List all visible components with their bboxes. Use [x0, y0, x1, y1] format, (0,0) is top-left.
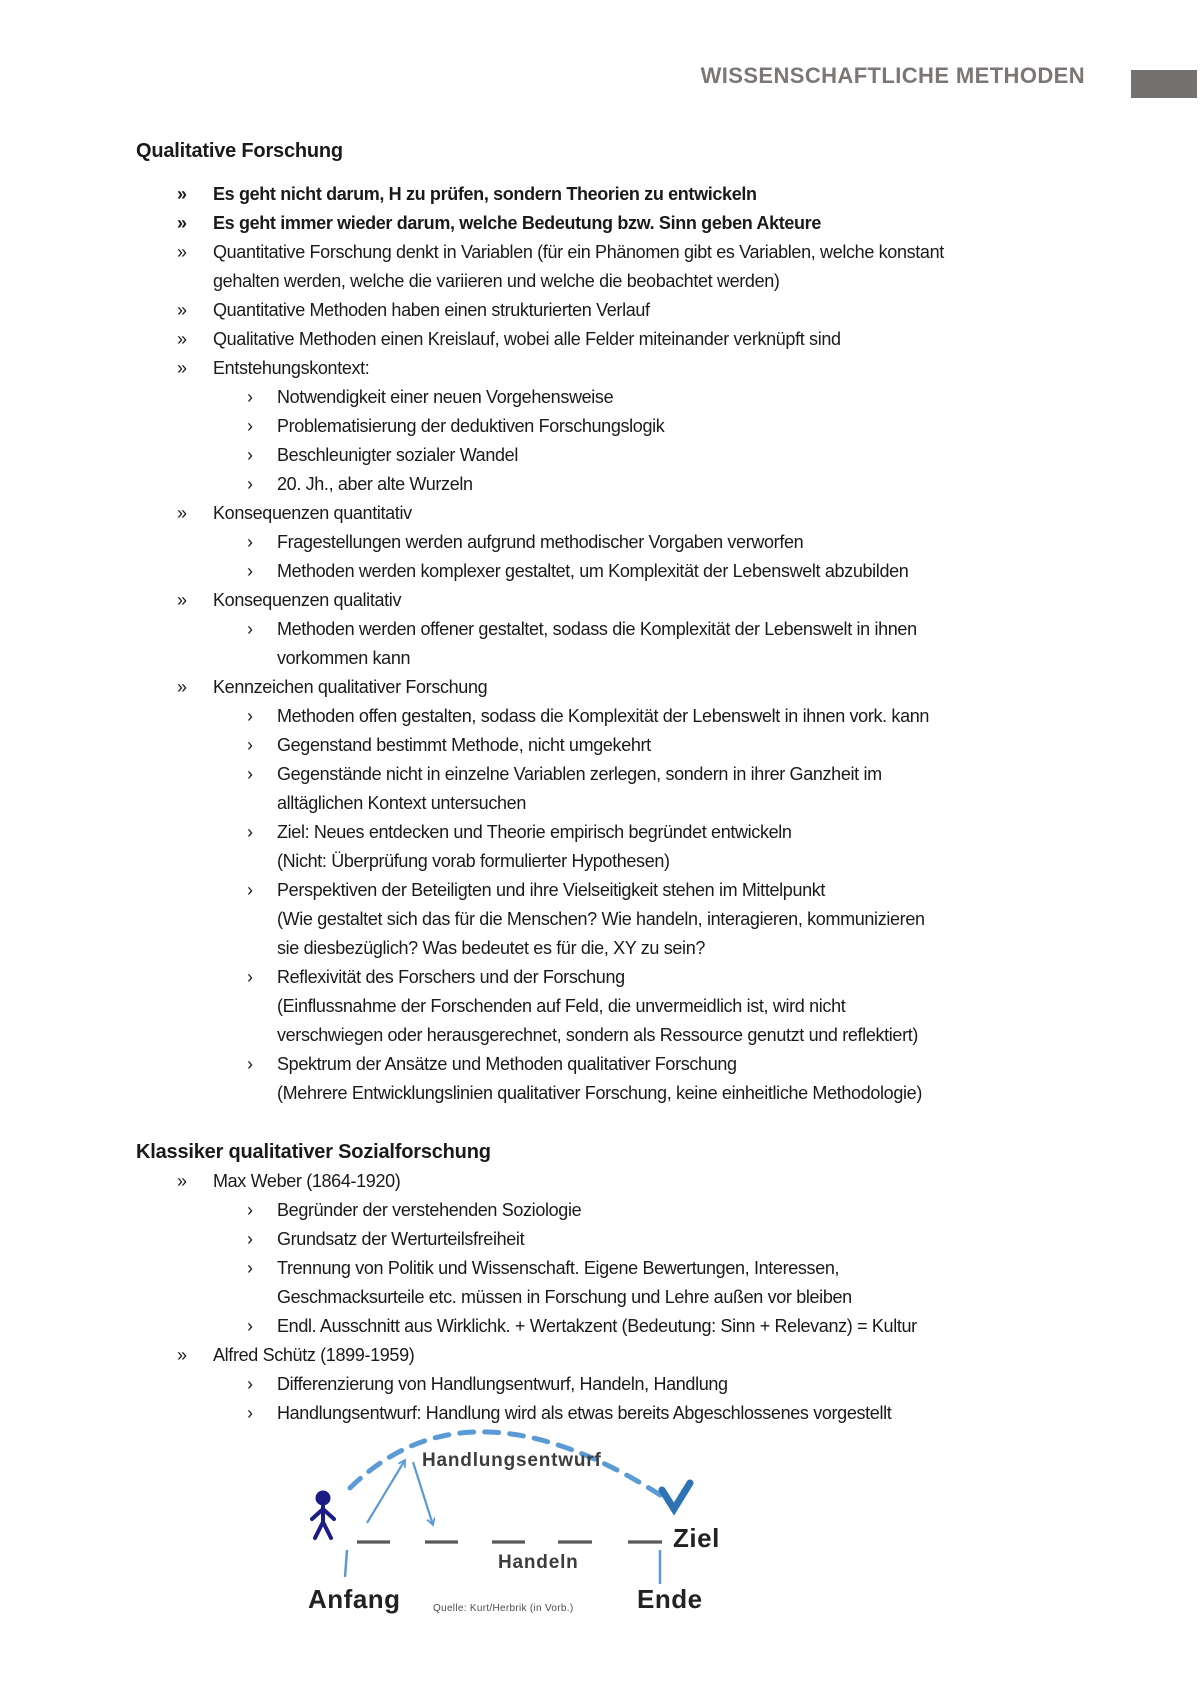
notes-content [136, 137, 1156, 1428]
list-item-text: Methoden werden offener gestaltet, sodass die Komplexität der Lebenswelt in ihnen [277, 619, 917, 639]
list-item-line [136, 296, 1156, 325]
page-header-title: WISSENSCHAFTLICHE METHODEN [700, 63, 1085, 88]
list-item-line [136, 383, 1156, 412]
list-item-text: Ziel: Neues entdecken und Theorie empirisch begründet entwickeln [277, 822, 792, 842]
list-item-text: Geschmacksurteile etc. müssen in Forschung und Lehre außen vor bleiben [277, 1287, 852, 1307]
bullet-marker: » [177, 358, 187, 378]
label-ziel: Ziel [673, 1523, 720, 1553]
list-item-text: Quantitative Forschung denkt in Variablen (für ein Phänomen gibt es Variablen, welche konstant [213, 242, 944, 262]
list-item-text: Handlungsentwurf: Handlung wird als etwas bereits Abgeschlossenes vorgestellt [277, 1403, 892, 1423]
list-item-line [136, 441, 1156, 470]
list-item-line [136, 847, 1156, 876]
bullet-marker: » [177, 503, 187, 523]
bullet-marker: » [177, 184, 187, 204]
list-item-line [136, 760, 1156, 789]
list-item-line [136, 1167, 1156, 1196]
list-item-line [136, 876, 1156, 905]
bullet-marker: › [247, 474, 253, 494]
bullet-marker: › [247, 1200, 253, 1220]
list-item-line [136, 615, 1156, 644]
list-item-line [136, 1225, 1156, 1254]
header-accent-bar [1131, 70, 1197, 98]
list-item-text: Begründer der verstehenden Soziologie [277, 1200, 582, 1220]
stick-figure-icon [312, 1491, 334, 1539]
list-item-text: Gegenstände nicht in einzelne Variablen zerlegen, sondern in ihrer Ganzheit im [277, 764, 882, 784]
diagram-source-caption: Quelle: Kurt/Herbrik (in Vorb.) [433, 1603, 574, 1614]
list-item-line [136, 1021, 1156, 1050]
list-item-line [136, 267, 1156, 296]
bullet-marker: › [247, 561, 253, 581]
thin-arrow-down [413, 1462, 433, 1525]
list-item-line [136, 1254, 1156, 1283]
bullet-marker: › [247, 1054, 253, 1074]
list-item-line [136, 934, 1156, 963]
list-item-line [136, 644, 1156, 673]
bullet-marker: › [247, 735, 253, 755]
list-item-line [136, 354, 1156, 383]
list-item-line [136, 702, 1156, 731]
bullet-marker: › [247, 880, 253, 900]
section-heading: Qualitative Forschung [136, 140, 343, 162]
list-item-text: (Wie gestaltet sich das für die Menschen? Wie handeln, interagieren, kommunizieren [277, 909, 925, 929]
list-item-line [136, 586, 1156, 615]
bullet-marker: › [247, 387, 253, 407]
list-item-text: alltäglichen Kontext untersuchen [277, 793, 526, 813]
list-item-line [136, 992, 1156, 1021]
list-item-text: Gegenstand bestimmt Methode, nicht umgekehrt [277, 735, 651, 755]
anfang-tick-line [345, 1550, 347, 1577]
bullet-marker: › [247, 1403, 253, 1423]
list-item-text: sie diesbezüglich? Was bedeutet es für die, XY zu sein? [277, 938, 706, 958]
list-item-text: vorkommen kann [277, 648, 411, 668]
bullet-marker: » [177, 213, 187, 233]
list-item-text: Endl. Ausschnitt aus Wirklichk. + Wertakzent (Bedeutung: Sinn + Relevanz) = Kultur [277, 1316, 917, 1336]
list-item-text: Grundsatz der Werturteilsfreiheit [277, 1229, 525, 1249]
list-item-text: Methoden offen gestalten, sodass die Komplexität der Lebenswelt in ihnen vork. kann [277, 706, 930, 726]
bullet-marker: » [177, 242, 187, 262]
label-handlungsentwurf: Handlungsentwurf [422, 1450, 602, 1471]
list-item-line [136, 731, 1156, 760]
list-item-line [136, 528, 1156, 557]
bullet-marker: » [177, 1345, 187, 1365]
list-item-line [136, 818, 1156, 847]
label-anfang: Anfang [308, 1584, 401, 1614]
bullet-marker: › [247, 1229, 253, 1249]
bullet-marker: » [177, 1171, 187, 1191]
list-item-line [136, 1283, 1156, 1312]
label-ende: Ende [637, 1584, 703, 1614]
list-item-line [136, 1050, 1156, 1079]
list-item-text: Alfred Schütz (1899-1959) [213, 1345, 415, 1365]
list-item-line [136, 1370, 1156, 1399]
list-item-line [136, 1341, 1156, 1370]
list-item-line [136, 209, 1156, 238]
list-item-text: Reflexivität des Forschers und der Forschung [277, 967, 625, 987]
list-item-text: Es geht immer wieder darum, welche Bedeutung bzw. Sinn geben Akteure [213, 213, 821, 233]
bullet-marker: › [247, 1258, 253, 1278]
list-item-text: Spektrum der Ansätze und Methoden qualitativer Forschung [277, 1054, 737, 1074]
list-item-text: (Mehrere Entwicklungslinien qualitativer Forschung, keine einheitliche Methodologie) [277, 1083, 922, 1103]
action-scheme-diagram [270, 1412, 740, 1622]
list-item-line [136, 470, 1156, 499]
list-item-text: Methoden werden komplexer gestaltet, um Komplexität der Lebenswelt abzubilden [277, 561, 909, 581]
list-item-text: Beschleunigter sozialer Wandel [277, 445, 518, 465]
list-item-text: Perspektiven der Beteiligten und ihre Vielseitigkeit stehen im Mittelpunkt [277, 880, 826, 900]
bullet-marker: › [247, 445, 253, 465]
list-item-text: Problematisierung der deduktiven Forschungslogik [277, 416, 665, 436]
list-item-text: Trennung von Politik und Wissenschaft. Eigene Bewertungen, Interessen, [277, 1258, 840, 1278]
list-item-text: 20. Jh., aber alte Wurzeln [277, 474, 473, 494]
list-item-line [136, 238, 1156, 267]
bullet-marker: » [177, 590, 187, 610]
list-item-text: Notwendigkeit einer neuen Vorgehensweise [277, 387, 614, 407]
list-item-line [136, 1312, 1156, 1341]
list-item-line [136, 905, 1156, 934]
bullet-marker: › [247, 1374, 253, 1394]
label-handeln: Handeln [498, 1552, 579, 1573]
list-item-text: Differenzierung von Handlungsentwurf, Handeln, Handlung [277, 1374, 728, 1394]
section-heading: Klassiker qualitativer Sozialforschung [136, 1141, 491, 1163]
bullet-marker: › [247, 764, 253, 784]
list-item-text: verschwiegen oder herausgerechnet, sondern als Ressource genutzt und reflektiert) [277, 1025, 919, 1045]
list-item-line [136, 789, 1156, 818]
list-item-text: Qualitative Methoden einen Kreislauf, wobei alle Felder miteinander verknüpft sind [213, 329, 841, 349]
bullet-marker: » [177, 300, 187, 320]
section-items [136, 1167, 1156, 1428]
bullet-marker: › [247, 532, 253, 552]
bullet-marker: › [247, 1316, 253, 1336]
list-item-text: Fragestellungen werden aufgrund methodischer Vorgaben verworfen [277, 532, 804, 552]
list-item-line [136, 963, 1156, 992]
bullet-marker: › [247, 822, 253, 842]
section-items [136, 180, 1156, 1108]
list-item-text: Kennzeichen qualitativer Forschung [213, 677, 488, 697]
list-item-line [136, 1196, 1156, 1225]
bullet-marker: › [247, 619, 253, 639]
bullet-marker: › [247, 967, 253, 987]
bullet-marker: » [177, 677, 187, 697]
list-item-text: Konsequenzen qualitativ [213, 590, 402, 610]
bullet-marker: » [177, 329, 187, 349]
list-item-text: Entstehungskontext: [213, 358, 370, 378]
list-item-text: Quantitative Methoden haben einen strukturierten Verlauf [213, 300, 650, 320]
bullet-marker: › [247, 416, 253, 436]
list-item-line [136, 557, 1156, 586]
list-item-text: Max Weber (1864-1920) [213, 1171, 401, 1191]
list-item-text: (Einflussnahme der Forschenden auf Feld, die unvermeidlich ist, wird nicht [277, 996, 846, 1016]
list-item-text: (Nicht: Überprüfung vorab formulierter Hypothesen) [277, 851, 670, 871]
bullet-marker: › [247, 706, 253, 726]
section [136, 1138, 1156, 1428]
list-item-text: Konsequenzen quantitativ [213, 503, 412, 523]
section [136, 137, 1156, 1108]
list-item-line [136, 325, 1156, 354]
list-item-line [136, 180, 1156, 209]
list-item-line [136, 412, 1156, 441]
list-item-line [136, 1079, 1156, 1108]
list-item-line [136, 673, 1156, 702]
list-item-line [136, 499, 1156, 528]
list-item-text: gehalten werden, welche die variieren und welche die beobachtet werden) [213, 271, 780, 291]
list-item-text: Es geht nicht darum, H zu prüfen, sondern Theorien zu entwickeln [213, 184, 757, 204]
